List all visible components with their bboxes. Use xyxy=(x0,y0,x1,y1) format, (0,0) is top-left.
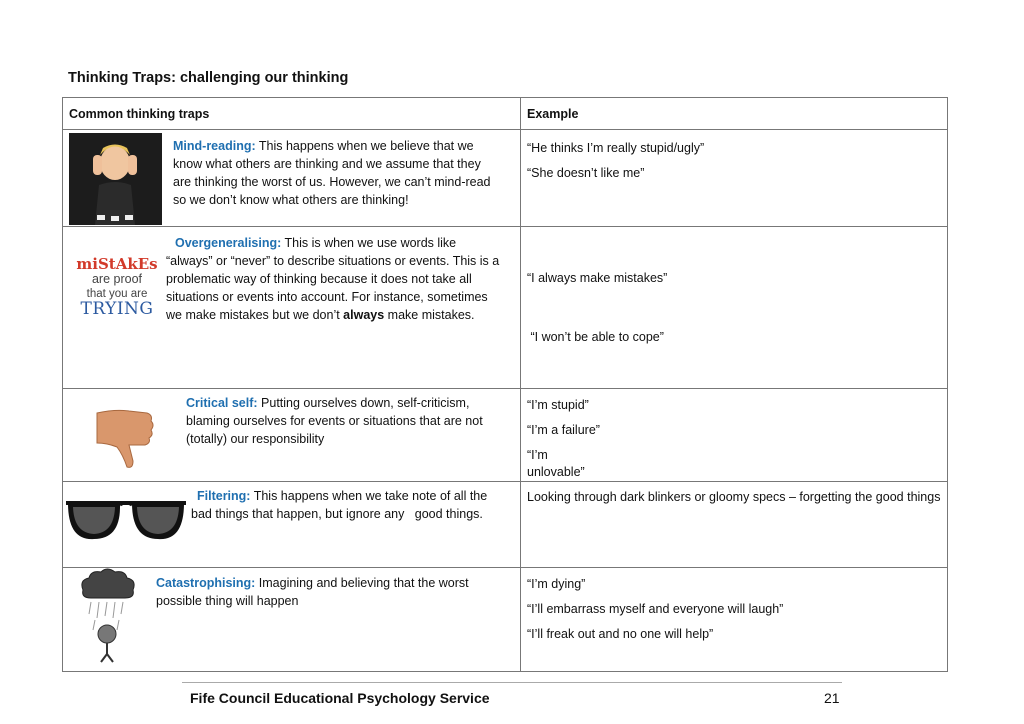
filtering-text: This happens when we take note of all the bad things that happen, but ignore any good things. xyxy=(191,489,491,521)
overgeneralising-text-end: make mistakes. xyxy=(384,308,475,322)
catastrophising-description xyxy=(156,574,496,610)
catastrophising-term: Catastrophising: xyxy=(156,576,256,590)
filtering-description xyxy=(191,487,501,523)
overgeneralising-description xyxy=(166,234,503,324)
rain-cloud-figure-icon xyxy=(77,568,139,664)
example-text: “He thinks I’m really stupid/ugly” xyxy=(527,141,705,155)
that-you-are-word: that you are xyxy=(86,288,148,300)
are-proof-word: are proof xyxy=(91,272,143,286)
trap-cell-filtering xyxy=(63,482,521,568)
example-text: “She doesn’t like me” xyxy=(527,166,645,180)
overgeneralising-text: This is when we use words like “always” or “never” to describe situations or events. This is a problematic way of thinking because it does not take all situations or events into account. For instance, sometimes we make mistakes but we don’t xyxy=(166,236,500,322)
mind-reading-text: This happens when we believe that we know what others are thinking and we assume that they are thinking the worst of us. However, we can’t mind-read so we don’t know what others are thinking! xyxy=(173,139,491,207)
examples-cell-catastrophising xyxy=(521,568,948,672)
thumbs-down-icon xyxy=(95,403,157,471)
header-example: Example xyxy=(521,98,948,130)
critical-self-text: Putting ourselves down, self-criticism, blaming ourselves for events or situations that are not (totally) our responsibility xyxy=(186,396,483,446)
thinking-traps-table xyxy=(62,97,948,672)
mistakes-word: miStAkEs xyxy=(76,255,158,273)
example-text: “I’m a failure” xyxy=(527,423,600,437)
header-common-traps: Common thinking traps xyxy=(63,98,521,130)
example-text: “I’m dying” xyxy=(527,577,586,591)
table-header-row xyxy=(63,98,948,130)
sunglasses-icon xyxy=(64,495,188,543)
trap-cell-catastrophising xyxy=(63,568,521,672)
examples-cell-overgeneralising xyxy=(521,227,948,389)
catastrophising-text: Imagining and believing that the worst possible thing will happen xyxy=(156,576,469,608)
footer-page-number: 21 xyxy=(824,690,840,706)
boy-covering-ears-photo xyxy=(69,133,162,225)
example-text: “I’ll freak out and no one will help” xyxy=(527,627,714,641)
footer-divider xyxy=(182,682,842,683)
trap-cell-overgeneralising xyxy=(63,227,521,389)
example-text: “I won’t be able to cope” xyxy=(527,330,664,344)
table-row xyxy=(63,227,948,389)
page-title: Thinking Traps: challenging our thinking xyxy=(68,70,349,86)
example-text: Looking through dark blinkers or gloomy specs – forgetting the good things xyxy=(527,490,941,504)
example-text: “I’m unlovable” xyxy=(527,448,585,479)
trap-cell-mind-reading xyxy=(63,130,521,227)
trap-cell-critical-self xyxy=(63,389,521,482)
mind-reading-description xyxy=(173,137,498,209)
example-text: “I’ll embarrass myself and everyone will laugh” xyxy=(527,602,784,616)
examples-cell-filtering xyxy=(521,482,948,568)
overgeneralising-term: Overgeneralising: xyxy=(175,236,282,250)
critical-self-term: Critical self: xyxy=(186,396,258,410)
critical-self-description xyxy=(186,394,501,448)
footer-organisation: Fife Council Educational Psychology Service xyxy=(190,690,490,706)
trying-word: TRYING xyxy=(80,299,154,319)
example-text: “I always make mistakes” xyxy=(527,271,668,285)
table-row xyxy=(63,568,948,672)
filtering-term: Filtering: xyxy=(197,489,251,503)
table-row xyxy=(63,482,948,568)
table-row xyxy=(63,389,948,482)
overgeneralising-bold: always xyxy=(343,308,385,322)
mistakes-proof-image xyxy=(71,257,163,317)
examples-cell-mind-reading xyxy=(521,130,948,227)
mind-reading-term: Mind-reading: xyxy=(173,139,256,153)
examples-cell-critical-self xyxy=(521,389,948,482)
example-text: “I’m stupid” xyxy=(527,398,589,412)
table-row xyxy=(63,130,948,227)
